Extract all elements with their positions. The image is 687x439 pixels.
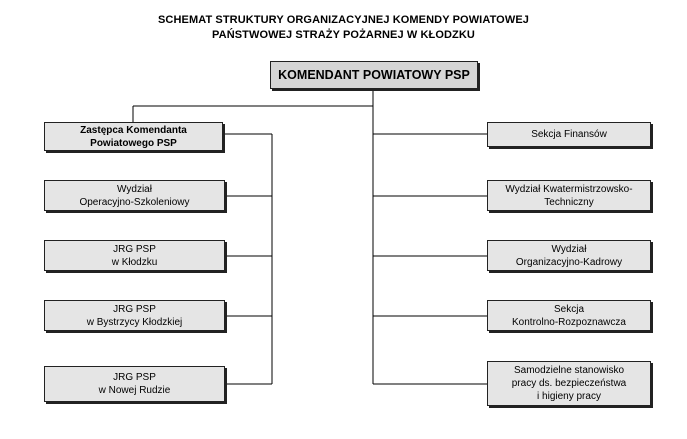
- box-label-line1: Wydział Kwatermistrzowsko-: [505, 183, 633, 195]
- box-label-line1: Zastępca Komendanta: [80, 124, 187, 136]
- box-label-line1: Samodzielne stanowisko: [513, 365, 625, 376]
- box-jrg-klodzko: [44, 240, 225, 271]
- box-samodzielne-stanowisko-bhp: [487, 361, 651, 406]
- box-label-line2: Operacyjno-Szkoleniowy: [79, 196, 190, 208]
- box-label-line1: Sekcja: [553, 303, 584, 315]
- box-sekcja-kontrolno-rozpoznawcza: [487, 300, 651, 331]
- box-label-line3: i higieny pracy: [537, 391, 601, 402]
- box-label-line1: Wydział: [117, 183, 152, 195]
- box-label-line2: w Bystrzycy Kłodzkiej: [86, 316, 183, 328]
- box-label-line1: Sekcja Finansów: [531, 129, 607, 140]
- box-zastepca-komendanta: [44, 122, 223, 151]
- box-jrg-bystrzyca-klodzka: [44, 300, 225, 331]
- box-label-line1: JRG PSP: [113, 372, 156, 383]
- box-label-line2: w Kłodzku: [111, 256, 158, 268]
- box-wydzial-organizacyjno-kadrowy: [487, 240, 651, 271]
- box-label-line2: Powiatowego PSP: [90, 137, 177, 149]
- box-sekcja-finansow: [487, 122, 651, 147]
- box-label-line2: Organizacyjno-Kadrowy: [515, 256, 623, 268]
- box-wydzial-operacyjno-szkoleniowy: [44, 180, 225, 211]
- box-wydzial-kwatermistrzowsko-techniczny: [487, 180, 651, 211]
- box-label-line1: JRG PSP: [113, 303, 156, 315]
- chart-title-line-2: PAŃSTWOWEJ STRAŻY POŻARNEJ W KŁODZKU: [212, 29, 475, 41]
- box-label-line2: pracy ds. bezpieczeństwa: [511, 378, 627, 389]
- chart-title-line-1: SCHEMAT STRUKTURY ORGANIZACYJNEJ KOMENDY POWIATOWEJ: [158, 14, 529, 26]
- box-label-line2: w Nowej Rudzie: [98, 385, 171, 396]
- box-label-line2: Kontrolno-Rozpoznawcza: [512, 316, 626, 328]
- box-komendant-powiatowy: [270, 61, 478, 89]
- box-komendant-label: KOMENDANT POWIATOWY PSP: [278, 67, 470, 82]
- box-jrg-nowa-ruda: [44, 366, 225, 402]
- box-label-line1: JRG PSP: [113, 243, 156, 255]
- box-label-line1: Wydział: [551, 243, 587, 255]
- box-label-line2: Techniczny: [544, 196, 594, 208]
